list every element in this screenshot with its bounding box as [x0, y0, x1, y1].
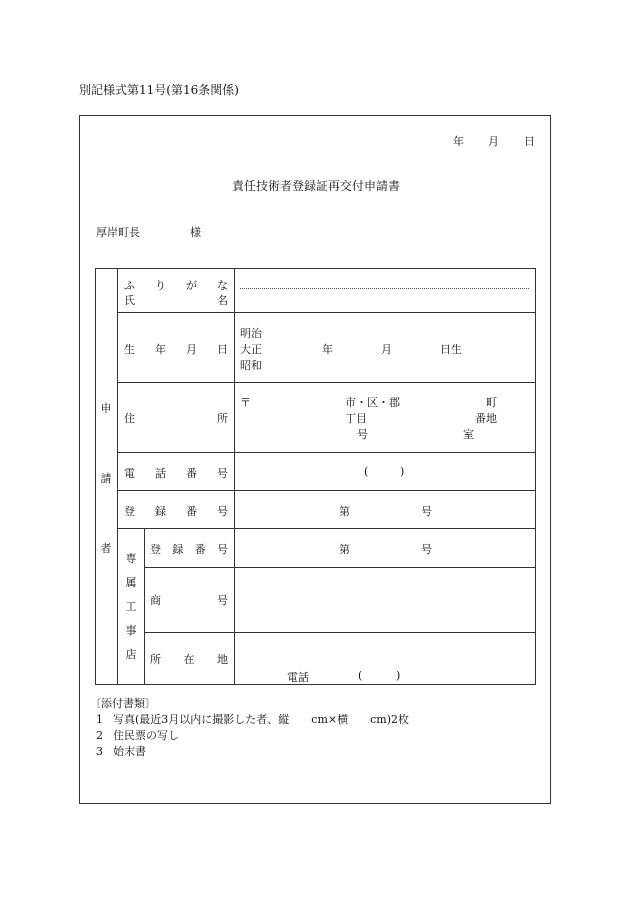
birthdate-label: 生 年 月 日 [124, 343, 228, 356]
registration-prefix: 第 [339, 505, 350, 518]
address-room: 室 [463, 428, 474, 441]
postal-mark: 〒 [240, 396, 251, 409]
applicant-side-label: 申 請 者 [100, 402, 112, 555]
registration-suffix: 号 [421, 505, 432, 518]
address-label: 住 所 [124, 412, 228, 425]
contractor-registration-label: 登 録 番 号 [150, 543, 228, 556]
birth-month-unit: 月 [381, 343, 392, 356]
exclusive-contractor-side-label: 専 属 工 事 店 [125, 552, 137, 661]
trade-name-label: 商 号 [150, 594, 228, 607]
addressee-honorific: 様 [190, 226, 201, 239]
address-chome: 丁目 [345, 412, 367, 425]
table-line [144, 632, 536, 633]
location-phone-close-paren: ) [396, 669, 401, 682]
phone-open-paren: ( [364, 465, 369, 478]
table-line [144, 567, 536, 568]
attachments-heading: 〔添付書類〕 [90, 697, 156, 710]
furigana-label: ふ り が な [124, 279, 228, 292]
attachment-item-2: 2 住民票の写し [96, 729, 179, 742]
era-taisho: 大正 [240, 343, 262, 356]
location-phone-label: 電話 [287, 671, 309, 684]
form-title: 責任技術者登録証再交付申請書 [232, 179, 401, 193]
era-showa: 昭和 [240, 359, 262, 372]
registration-number-label: 登 録 番 号 [124, 505, 228, 518]
address-town: 町 [486, 396, 497, 409]
furigana-dotted-line [240, 288, 529, 289]
era-meiji: 明治 [240, 327, 262, 340]
address-banchi: 番地 [475, 412, 497, 425]
phone-close-paren: ) [400, 465, 405, 478]
table-line [117, 490, 536, 491]
attachment-item-3: 3 始末書 [96, 745, 146, 758]
date-month-label: 月 [488, 135, 499, 148]
form-number-label: 別記様式第11号(第16条関係) [79, 83, 239, 97]
location-label: 所 在 地 [150, 653, 228, 666]
attachment-item-1: 1 写真(最近3月以内に撮影した者、縦 cm×横 cm)2枚 [96, 713, 409, 726]
address-go: 号 [357, 428, 368, 441]
table-line [144, 528, 145, 685]
table-line [117, 382, 536, 383]
contractor-registration-prefix: 第 [339, 543, 350, 556]
birth-day-unit: 日生 [440, 343, 462, 356]
table-line [117, 452, 536, 453]
birth-year-unit: 年 [322, 343, 333, 356]
table-line [117, 312, 536, 313]
location-phone-open-paren: ( [358, 669, 363, 682]
address-city: 市・区・郡 [345, 396, 400, 409]
table-line [234, 268, 235, 685]
date-year-label: 年 [453, 135, 464, 148]
table-line [117, 528, 536, 529]
addressee-name: 厚岸町長 [96, 226, 140, 239]
phone-label: 電 話 番 号 [124, 467, 228, 480]
name-label: 氏 名 [124, 294, 228, 307]
name-input-area[interactable] [236, 290, 534, 310]
date-day-label: 日 [524, 135, 535, 148]
table-line [117, 268, 118, 685]
contractor-registration-suffix: 号 [421, 543, 432, 556]
